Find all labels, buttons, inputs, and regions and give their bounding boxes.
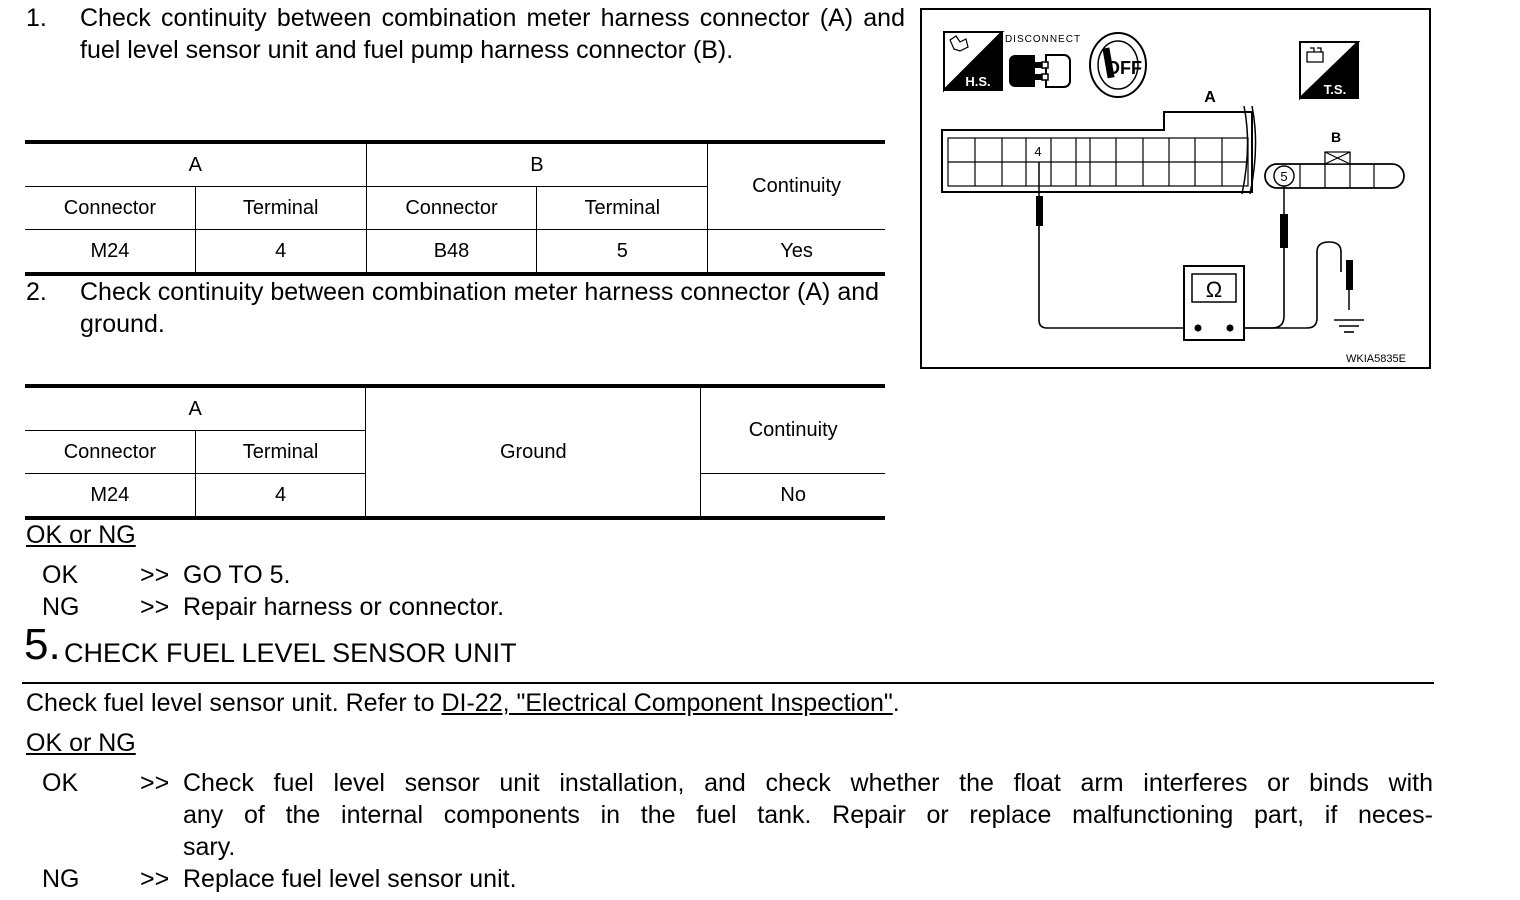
connector-b: [1265, 152, 1404, 188]
step1-text: Check continuity between combination meter harness connector (A) and fuel level sensor unit and fuel pump harness connector (B).: [80, 4, 905, 64]
table2-connector-value: M24: [25, 474, 195, 519]
disconnect-label: DISCONNECT: [1004, 34, 1082, 45]
table-row: [25, 230, 885, 275]
table1-group-a: A: [25, 142, 366, 187]
table1-terminal-a-header: Terminal: [195, 187, 366, 230]
off-label: OFF: [1106, 58, 1142, 78]
table1-continuity-header: Continuity: [708, 142, 885, 230]
continuity-table-a-ground: [25, 384, 885, 520]
section5-instruction-prefix: Check fuel level sensor unit. Refer to: [26, 689, 442, 717]
table2-connector-header: Connector: [25, 431, 195, 474]
result1-ok-label: OK: [42, 561, 79, 589]
table2-terminal-value: 4: [195, 474, 366, 519]
table1-terminal-b-value: 5: [537, 230, 708, 275]
ground-icon: [1334, 320, 1364, 332]
table1-terminal-b-header: Terminal: [537, 187, 708, 230]
connector-a-label: A: [1204, 89, 1216, 106]
section5-ng-label: NG: [42, 865, 80, 893]
table1-connector-b-value: B48: [366, 230, 537, 275]
table1-connector-a-header: Connector: [25, 187, 195, 230]
section5-instruction: [26, 687, 900, 719]
step2-number: 2.: [26, 278, 47, 306]
continuity-check-diagram: [920, 8, 1431, 369]
ts-label: T.S.: [1323, 82, 1347, 97]
table1-continuity-value: Yes: [708, 230, 885, 275]
section5-ng-arrow: >>: [140, 865, 170, 893]
table2-continuity-header: Continuity: [701, 386, 885, 474]
hs-label: H.S.: [965, 74, 991, 89]
section5-number: 5.: [24, 620, 61, 669]
result1-heading: OK or NG: [26, 521, 136, 549]
section5-ok-label: OK: [42, 769, 79, 797]
table2-group-a: A: [25, 386, 366, 431]
electrical-component-inspection-link[interactable]: DI-22, "Electrical Component Inspection": [441, 689, 893, 717]
section5-ng-text: Replace fuel level sensor unit.: [183, 865, 517, 893]
table1-connector-b-header: Connector: [366, 187, 537, 230]
hand-tool-icon: [944, 32, 1002, 90]
table1-connector-a-value: M24: [25, 230, 195, 275]
pin-a-label: 4: [1034, 144, 1042, 159]
section5-heading: OK or NG: [26, 729, 136, 757]
table1-terminal-a-value: 4: [195, 230, 366, 275]
disconnect-icon: [1005, 34, 1081, 87]
table2-continuity-value: No: [701, 474, 885, 519]
section5-title: CHECK FUEL LEVEL SENSOR UNIT: [64, 638, 517, 668]
table2-terminal-header: Terminal: [195, 431, 366, 474]
result1-ok-text: GO TO 5.: [183, 561, 291, 589]
result1-ng-label: NG: [42, 593, 80, 621]
table1-group-b: B: [366, 142, 708, 187]
section5-ok-line1: Check fuel level sensor unit installation, and check whether the float arm interferes or binds with: [183, 769, 1433, 797]
section5-instruction-suffix: .: [892, 689, 900, 717]
connector-b-label: B: [1330, 129, 1342, 145]
ohmmeter: [1184, 266, 1244, 340]
step2-text: Check continuity between combination meter harness connector (A) and ground.: [80, 278, 880, 338]
section5-ok-line3: sary.: [183, 833, 236, 861]
result1-ng-arrow: >>: [140, 593, 170, 621]
step1-number: 1.: [26, 4, 47, 32]
figure-code: WKIA5835E: [1346, 353, 1406, 365]
result1-ok-arrow: >>: [140, 561, 170, 589]
result1-ng-text: Repair harness or connector.: [183, 593, 505, 621]
pin-b-label: 5: [1280, 169, 1288, 184]
section5-ok-line2: any of the internal components in the fuel tank. Repair or replace malfunctioning part, if neces-: [183, 801, 1433, 829]
ignition-key-off-icon: [1090, 33, 1146, 97]
connector-a: [942, 106, 1256, 194]
continuity-table-a-b: [25, 140, 885, 276]
section5-ok-arrow: >>: [140, 769, 170, 797]
section5-divider: [22, 682, 1434, 684]
tester-icon: [1300, 42, 1358, 98]
ohm-symbol: Ω: [1205, 277, 1223, 302]
table2-ground-header: Ground: [366, 386, 701, 518]
